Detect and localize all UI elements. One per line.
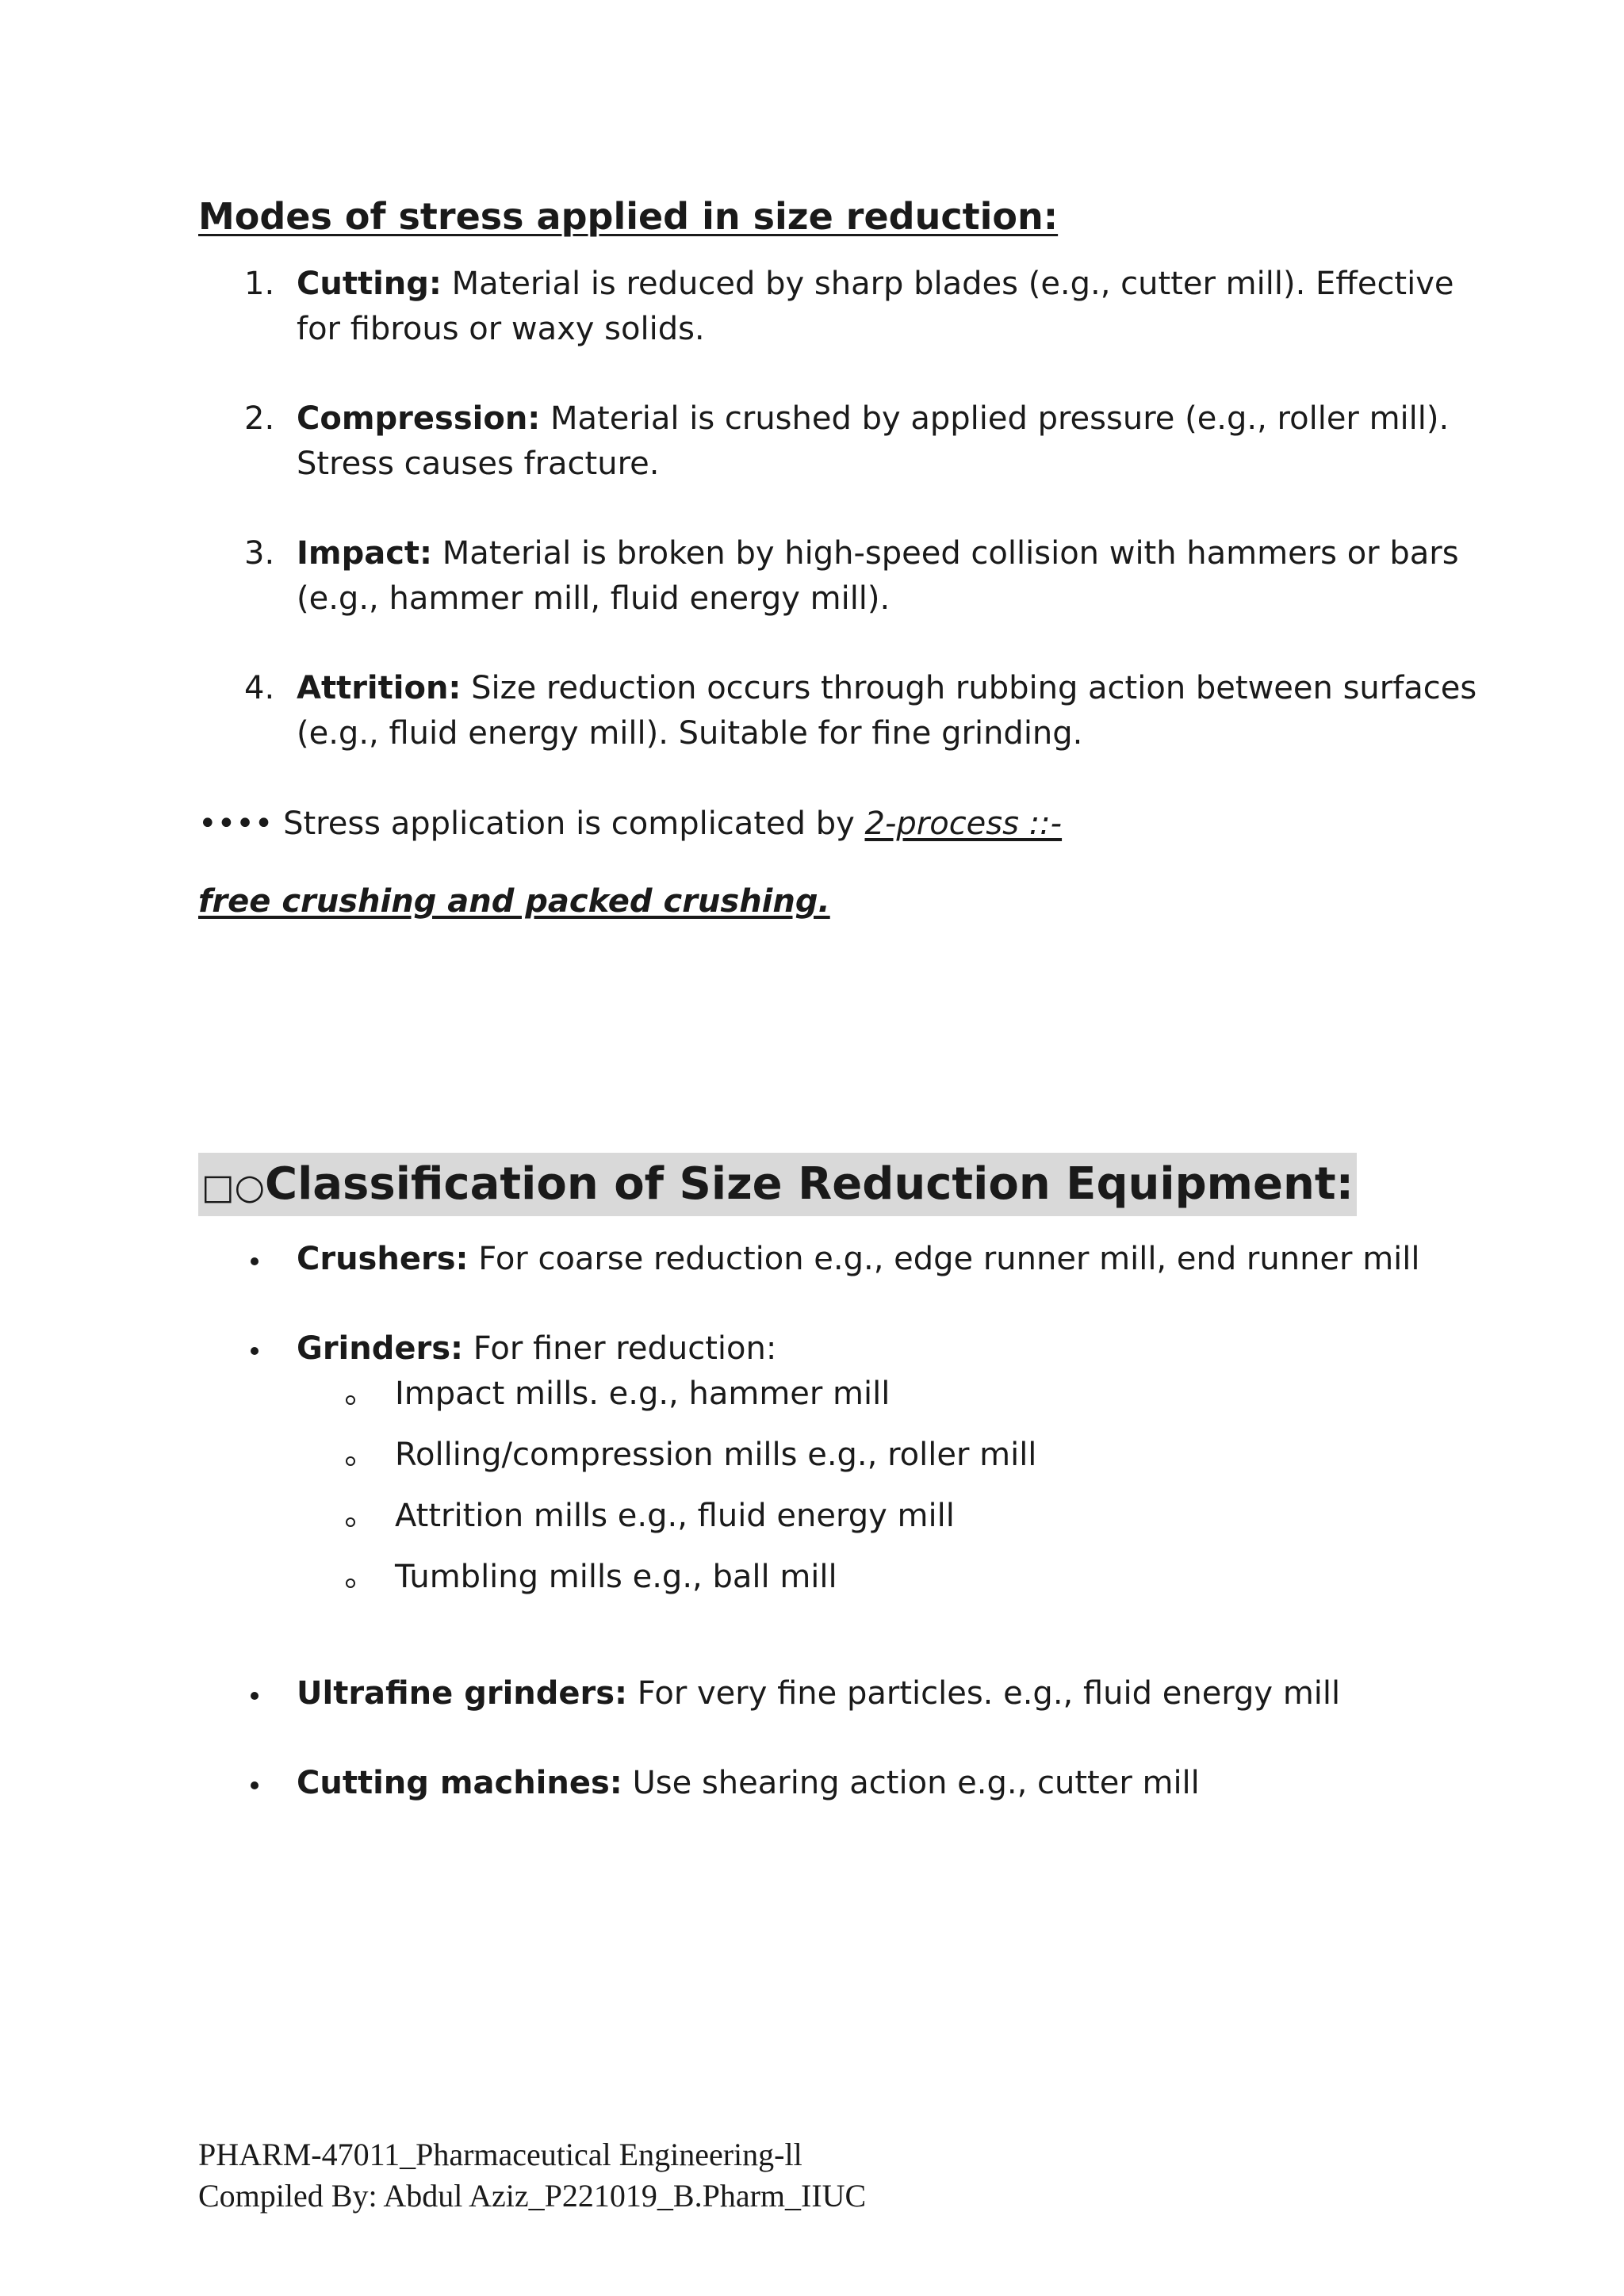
classification-title-text: Classification of Size Reduction Equipment: <box>264 1158 1354 1211</box>
square-circle-icon: □○ <box>201 1167 265 1208</box>
list-item <box>198 1326 1483 1600</box>
term-label: Attrition: <box>297 670 462 706</box>
list-item <box>198 531 1483 622</box>
term-label: Crushers: <box>297 1241 469 1277</box>
footer-course-line: PHARM-47011_Pharmaceutical Engineering-ll <box>198 2137 802 2172</box>
term-description: Material is reduced by sharp blades (e.g., cutter mill). Effective for fibrous or waxy solids. <box>297 266 1454 347</box>
section-title-classification <box>198 1153 1357 1216</box>
term-description: For very fine particles. e.g., fluid energy mill <box>627 1675 1341 1712</box>
sub-list-item <box>297 1372 1483 1417</box>
sub-item-text: Tumbling mills e.g., ball mill <box>395 1559 837 1595</box>
term-description: For finer reduction: <box>463 1330 777 1367</box>
term-label: Grinders: <box>297 1330 464 1367</box>
list-number: 2. <box>244 400 275 437</box>
list-item <box>198 262 1483 352</box>
sub-list-item <box>297 1494 1483 1539</box>
equipment-classification-list <box>198 1237 1483 1850</box>
hollow-bullet-icon <box>346 1456 355 1466</box>
list-item <box>198 1761 1483 1806</box>
list-item <box>198 666 1483 756</box>
crushing-types-note: free crushing and packed crushing. <box>198 883 830 920</box>
bullet-icon <box>251 1781 259 1789</box>
term-label: Impact: <box>297 535 433 572</box>
sub-list-item <box>297 1433 1483 1478</box>
footer-author-line: Compiled By: Abdul Aziz_P221019_B.Pharm_IIUC <box>198 2178 867 2214</box>
list-item <box>198 396 1483 487</box>
grinder-types-list <box>297 1372 1483 1600</box>
page-footer <box>198 2134 866 2217</box>
sub-item-text: Rolling/compression mills e.g., roller mill <box>395 1437 1037 1473</box>
bullet-icon <box>251 1347 259 1355</box>
sub-item-text: Attrition mills e.g., fluid energy mill <box>395 1498 955 1534</box>
hollow-bullet-icon <box>346 1395 355 1405</box>
sub-item-text: Impact mills. e.g., hammer mill <box>395 1376 891 1412</box>
term-description: Material is broken by high-speed collision with hammers or bars (e.g., hammer mill, fluid energy mill). <box>297 535 1459 617</box>
bullet-icon <box>251 1692 259 1700</box>
stress-note-process: 2-process ::- <box>864 806 1063 842</box>
hollow-bullet-icon <box>346 1578 355 1588</box>
term-label: Cutting machines: <box>297 1765 622 1801</box>
term-description: For coarse reduction e.g., edge runner mill, end runner mill <box>468 1241 1420 1277</box>
stress-modes-list <box>198 262 1483 801</box>
term-label: Ultrafine grinders: <box>297 1675 628 1712</box>
term-label: Compression: <box>297 400 541 437</box>
bullet-icon <box>251 1257 259 1265</box>
list-number: 4. <box>244 670 275 706</box>
stress-note-prefix: •••• Stress application is complicated by <box>198 806 865 842</box>
stress-note <box>198 806 1062 842</box>
term-description: Material is crushed by applied pressure (e.g., roller mill). Stress causes fracture. <box>297 400 1450 482</box>
sub-list-item <box>297 1555 1483 1600</box>
list-item <box>198 1237 1483 1282</box>
list-number: 3. <box>244 535 275 572</box>
term-label: Cutting: <box>297 266 442 302</box>
hollow-bullet-icon <box>346 1517 355 1527</box>
section-title-modes-of-stress: Modes of stress applied in size reduction: <box>198 195 1059 238</box>
term-description: Use shearing action e.g., cutter mill <box>622 1765 1200 1801</box>
term-description: Size reduction occurs through rubbing action between surfaces (e.g., fluid energy mill). Suitable for fine grinding. <box>297 670 1477 752</box>
list-number: 1. <box>244 266 275 302</box>
list-item <box>198 1671 1483 1716</box>
